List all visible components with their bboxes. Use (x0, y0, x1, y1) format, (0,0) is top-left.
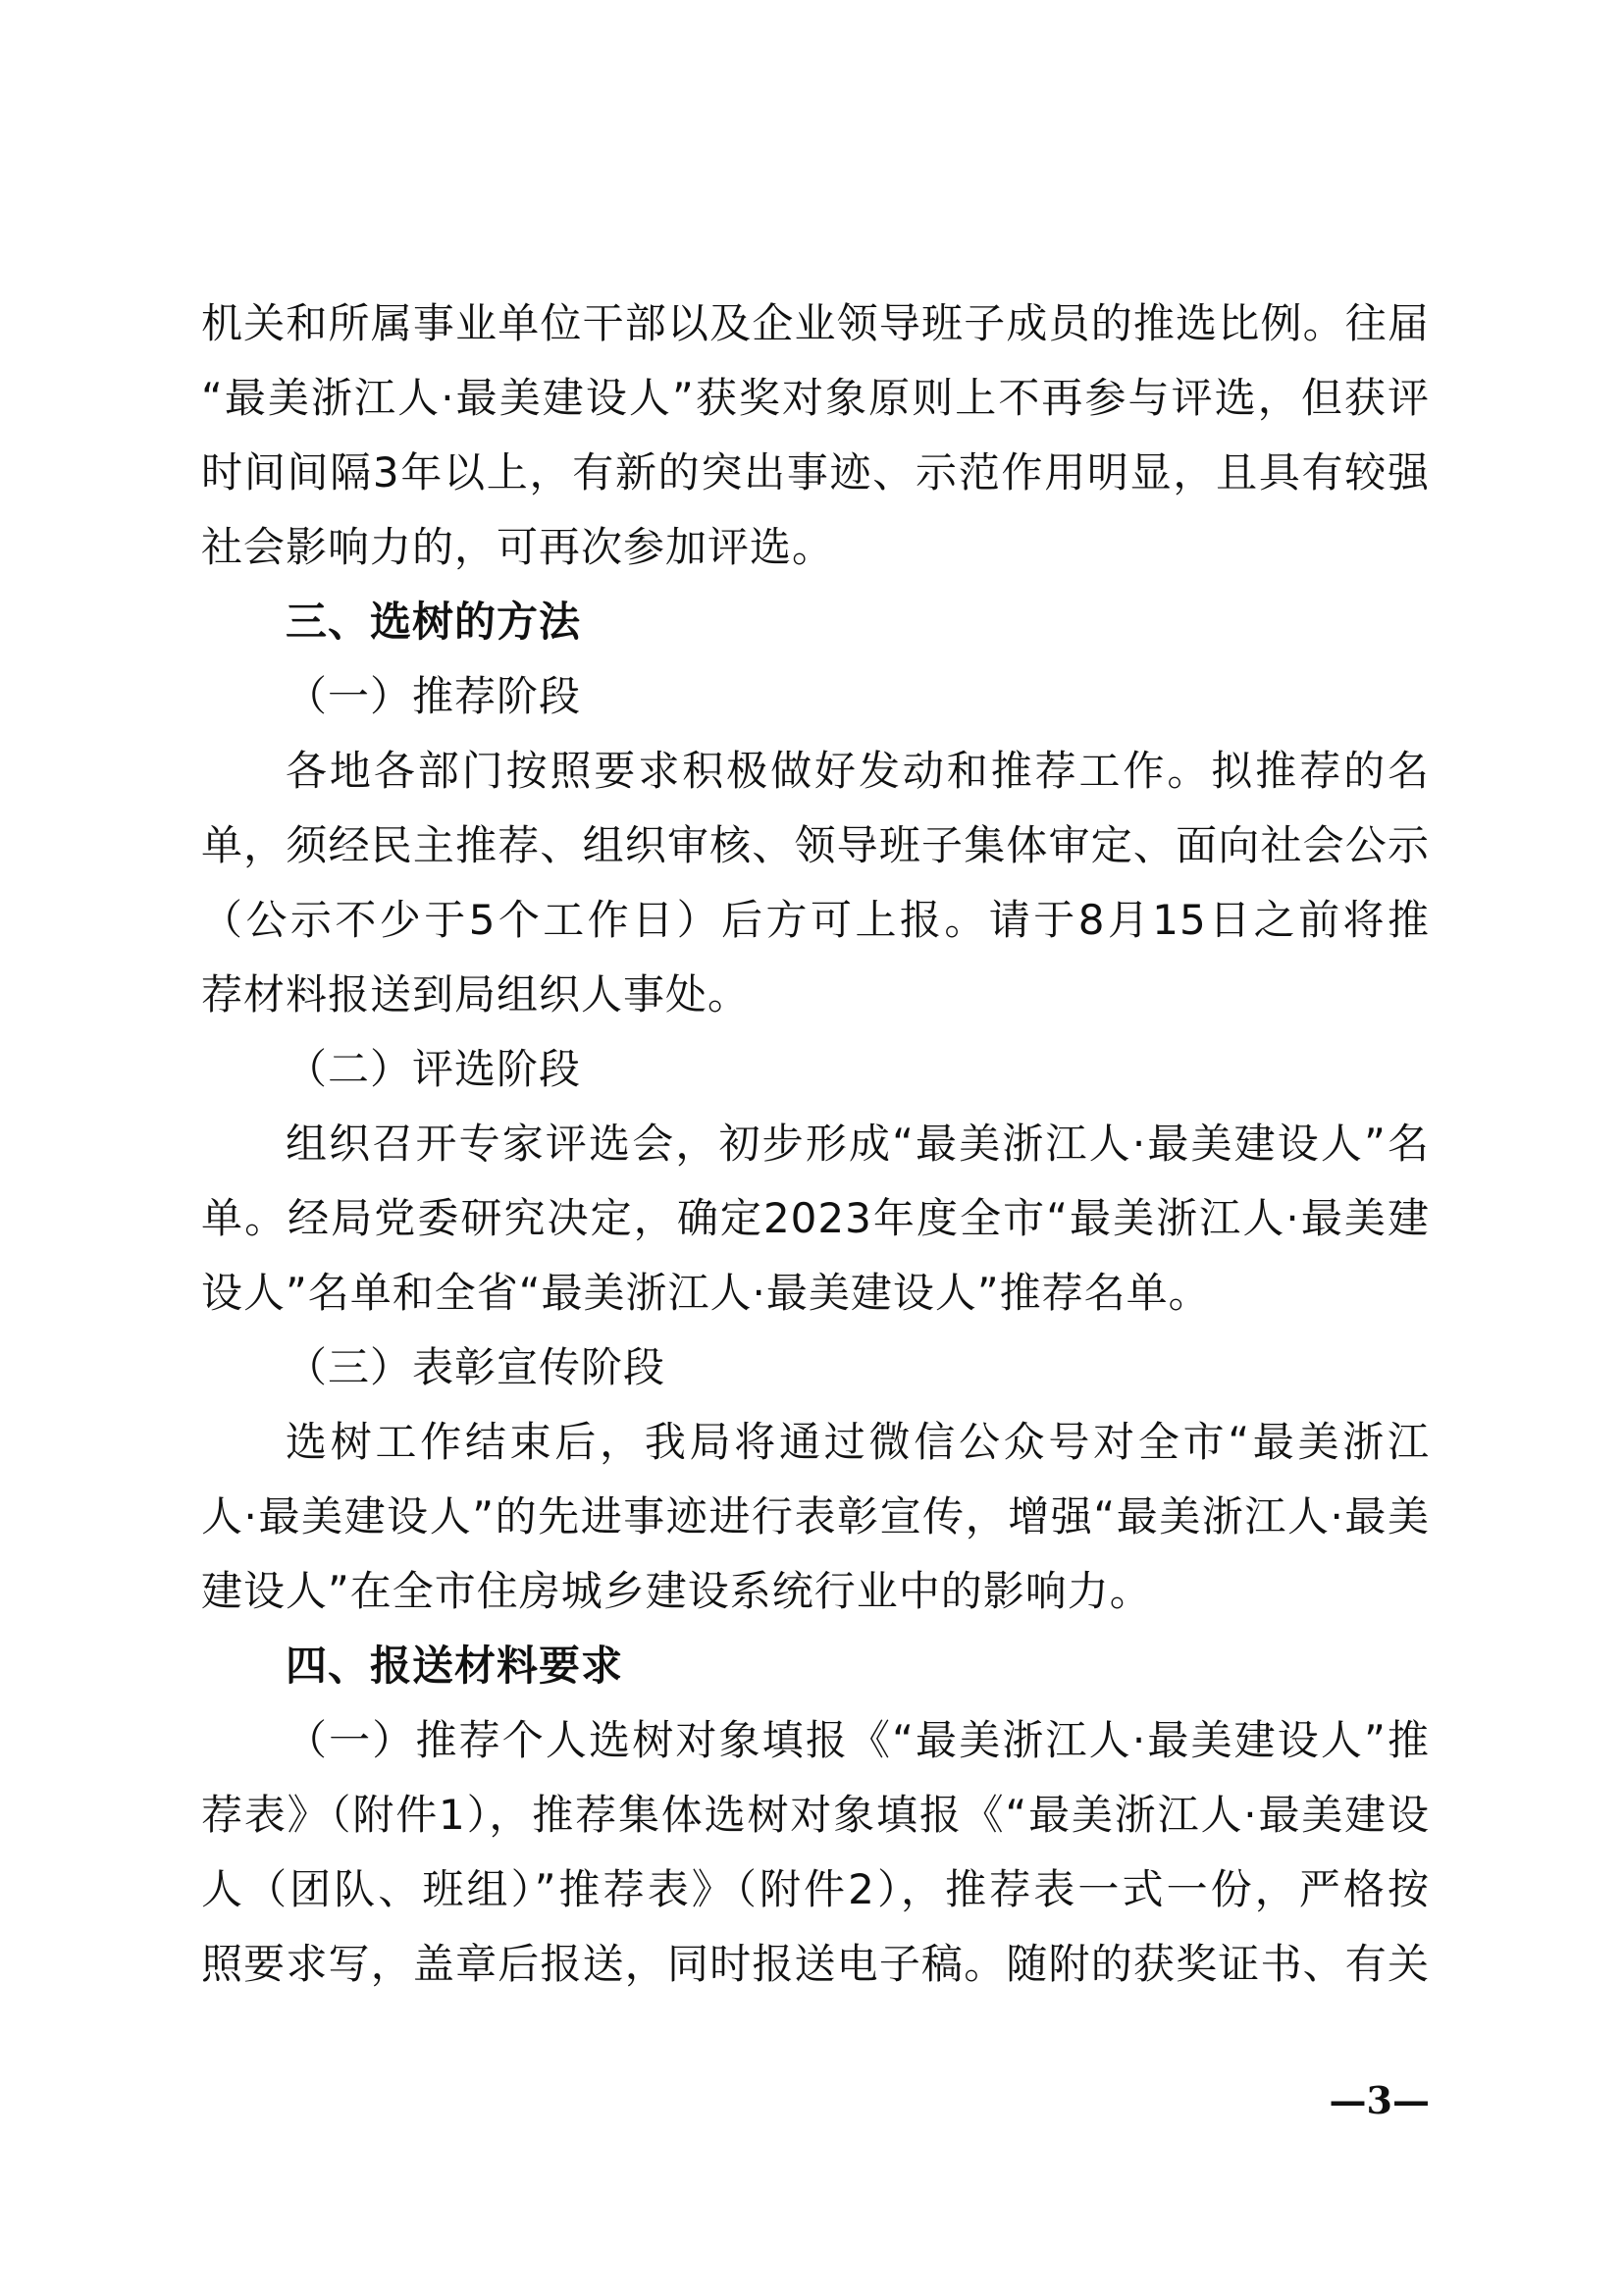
page-number: —3— (1329, 2078, 1430, 2122)
paragraph-line: 荐材料报送到局组织人事处。 (201, 970, 751, 1018)
section-heading: 三、选树的方法 (286, 598, 582, 646)
paragraph-line: 人（团队、班组）”推荐表》（附件2），推荐表一式一份，严格按 (201, 1865, 1430, 1913)
subsection-heading: （三）表彰宣传阶段 (286, 1343, 666, 1391)
subsection-heading: （一）推荐阶段 (286, 672, 582, 720)
paragraph-line: 人·最美建设人”的先进事迹进行表彰宣传，增强“最美浙江人·最美 (201, 1492, 1430, 1540)
paragraph-line: （公示不少于5个工作日）后方可上报。请于8月15日之前将推 (201, 896, 1430, 944)
paragraph-line: 选树工作结束后，我局将通过微信公众号对全市“最美浙江 (286, 1418, 1430, 1466)
paragraph-line: 单，须经民主推荐、组织审核、领导班子集体审定、面向社会公示 (201, 821, 1430, 869)
section-heading: 四、报送材料要求 (286, 1642, 624, 1690)
paragraph-line: 设人”名单和全省“最美浙江人·最美建设人”推荐名单。 (201, 1269, 1211, 1317)
subsection-heading: （二）评选阶段 (286, 1045, 582, 1093)
paragraph-line: 建设人”在全市住房城乡建设系统行业中的影响力。 (201, 1567, 1152, 1615)
paragraph-line: 社会影响力的，可再次参加评选。 (201, 523, 835, 571)
body-text (201, 287, 1430, 2002)
paragraph-line: 组织召开专家评选会，初步形成“最美浙江人·最美建设人”名 (286, 1120, 1430, 1168)
paragraph-line: 照要求写，盖章后报送，同时报送电子稿。随附的获奖证书、有关 (201, 1940, 1430, 1988)
paragraph-line: 单。经局党委研究决定，确定2023年度全市“最美浙江人·最美建 (201, 1194, 1430, 1242)
paragraph-line: 时间间隔3年以上，有新的突出事迹、示范作用明显，且具有较强 (201, 448, 1430, 496)
paragraph-line: 荐表》（附件1），推荐集体选树对象填报《“最美浙江人·最美建设 (201, 1791, 1430, 1839)
paragraph-line: “最美浙江人·最美建设人”获奖对象原则上不再参与评选，但获评 (201, 374, 1430, 422)
paragraph-line: （一）推荐个人选树对象填报《“最美浙江人·最美建设人”推 (286, 1716, 1430, 1764)
paragraph-line: 各地各部门按照要求积极做好发动和推荐工作。拟推荐的名 (286, 747, 1430, 795)
paragraph-line: 机关和所属事业单位干部以及企业领导班子成员的推选比例。往届 (201, 299, 1430, 347)
